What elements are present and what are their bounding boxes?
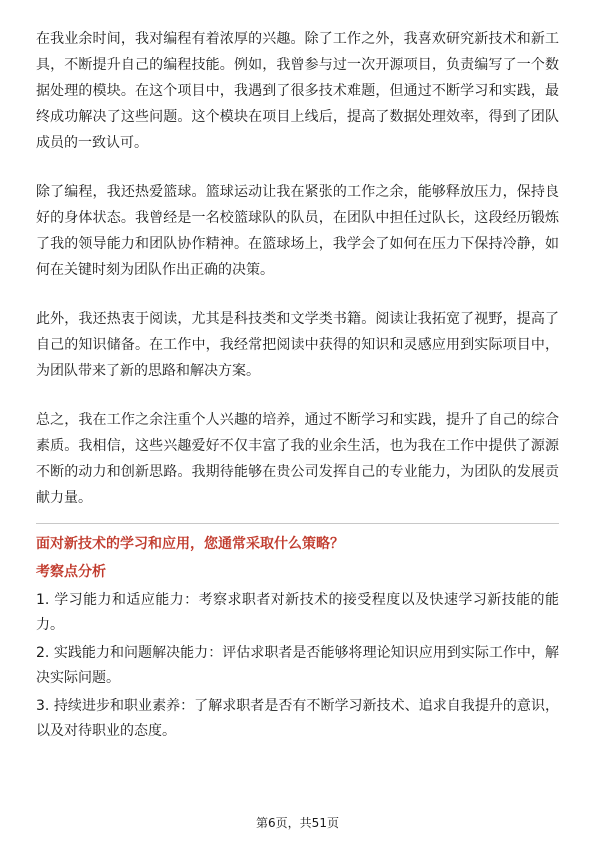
analysis-point-1: 1. 学习能力和适应能力：考察求职者对新技术的接受程度以及快速学习新技能的能力。 bbox=[36, 592, 559, 633]
page-content bbox=[36, 26, 559, 747]
interview-question: 面对新技术的学习和应用，您通常采取什么策略？ bbox=[36, 536, 344, 552]
section-divider bbox=[36, 523, 559, 524]
page-number-footer: 第6页，共51页 bbox=[256, 816, 339, 830]
paragraph-reading: 此外，我还热衷于阅读，尤其是科技类和文学类书籍。阅读让我拓宽了视野，提高了自己的知识储备。在工作中，我经常把阅读中获得的知识和灵感应用到实际项目中，为团队带来了新的思路和解决方案。 bbox=[36, 311, 559, 379]
paragraph-basketball: 除了编程，我还热爱篮球。篮球运动让我在紧张的工作之余，能够释放压力，保持良好的身体状态。我曾经是一名校篮球队的队员，在团队中担任过队长，这段经历锻炼了我的领导能力和团队协作精神。在篮球场上，我学会了如何在压力下保持冷静，如何在关键时刻为团队作出正确的决策。 bbox=[36, 184, 559, 278]
paragraph-summary: 总之，我在工作之余注重个人兴趣的培养，通过不断学习和实践，提升了自己的综合素质。我相信，这些兴趣爱好不仅丰富了我的业余生活，也为我在工作中提供了源源不断的动力和创新思路。我期待能够在贵公司发挥自己的专业能力，为团队的发展贡献力量。 bbox=[36, 412, 559, 506]
paragraph-programming: 在我业余时间，我对编程有着浓厚的兴趣。除了工作之外，我喜欢研究新技术和新工具，不断提升自己的编程技能。例如，我曾参与过一次开源项目，负责编写了一个数据处理的模块。在这个项目中，我遇到了很多技术难题，但通过不断学习和实践，最终成功解决了这些问题。这个模块在项目上线后，提高了数据处理效率，得到了团队成员的一致认可。 bbox=[36, 31, 559, 151]
analysis-heading: 考察点分析 bbox=[36, 564, 106, 580]
analysis-point-2: 2. 实践能力和问题解决能力：评估求职者是否能够将理论知识应用到实际工作中，解决实际问题。 bbox=[36, 645, 559, 686]
analysis-point-3: 3. 持续进步和职业素养：了解求职者是否有不断学习新技术、追求自我提升的意识，以及对待职业的态度。 bbox=[36, 698, 559, 739]
